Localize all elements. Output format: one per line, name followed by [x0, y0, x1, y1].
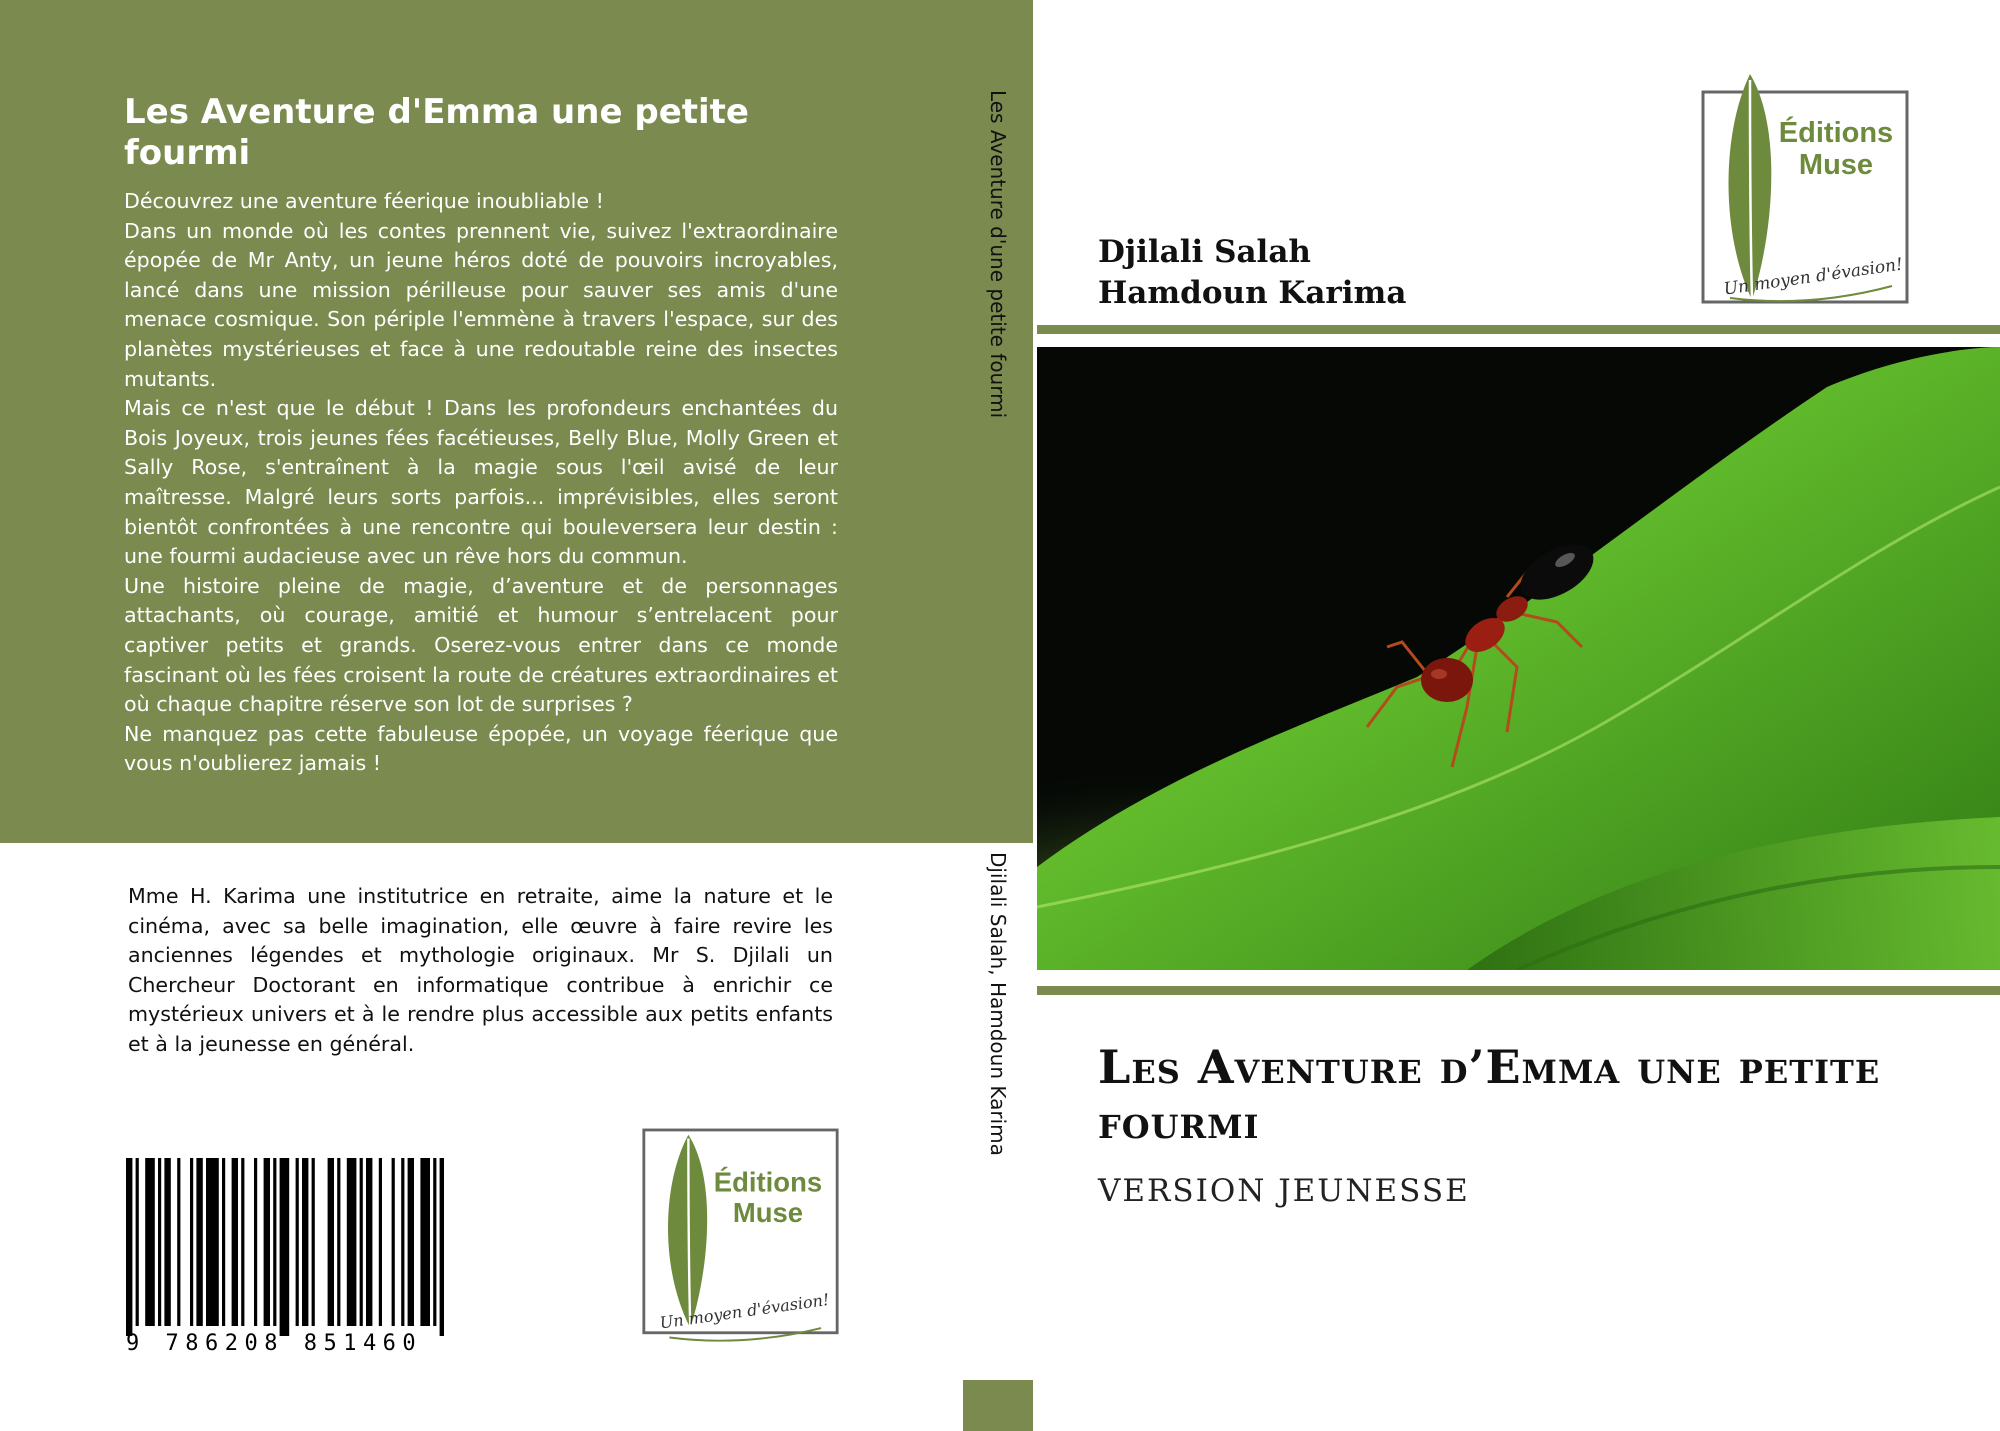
isbn-number: 9 786208 851460	[126, 1331, 423, 1353]
barcode-bar	[264, 1158, 270, 1326]
barcode-bar	[392, 1158, 395, 1326]
blurb-paragraph: Ne manquez pas cette fabuleuse épopée, un voyage féerique que vous n'oublierez jamais !	[124, 721, 838, 776]
barcode-bar	[347, 1158, 357, 1326]
logo-tagline: Un moyen d'évasion!	[658, 1289, 831, 1333]
barcode-bar	[158, 1158, 161, 1326]
cover-photo	[1037, 347, 2000, 970]
barcode-bar	[379, 1158, 382, 1326]
publisher-logo-back	[641, 1118, 840, 1358]
divider-top	[1037, 325, 2000, 334]
logo-text-editions: Éditions	[1778, 117, 1894, 149]
blurb-paragraph: Dans un monde où les contes prennent vie, suivez l'extraordinaire épopée de Mr Anty, un jeune héros doté de pouvoirs incroyables, lancé dans une mission périlleuse pour sauver ses amis d'une menace cosmique. Son périple l'emmène à travers l'espace, sur des planètes mystérieuses et face à une redoutable reine des insectes mutants.	[124, 218, 838, 391]
barcode-bar	[296, 1158, 299, 1326]
barcode-bar	[206, 1158, 219, 1326]
barcode-bars	[126, 1158, 444, 1336]
back-cover-title: Les Aventure d'Emma une petite fourmi	[124, 92, 749, 173]
barcode-bar	[440, 1158, 444, 1336]
barcode-bar	[136, 1158, 139, 1326]
barcode-bar	[302, 1158, 308, 1326]
barcode-bar	[401, 1158, 404, 1326]
spine-title: Les Aventure d'une petite fourmi	[986, 90, 1010, 419]
logo-text-muse: Muse	[732, 1196, 804, 1228]
barcode-bar	[420, 1158, 430, 1326]
barcode-bar	[177, 1158, 180, 1326]
spine-bottom-band	[963, 1380, 1033, 1431]
author-name: Djilali Salah	[1098, 234, 1311, 270]
barcode-bar	[145, 1158, 155, 1326]
barcode-bar	[366, 1158, 372, 1326]
barcode-bar	[164, 1158, 170, 1326]
ant-on-leaf-image	[1037, 347, 2000, 970]
divider-bottom	[1037, 986, 2000, 995]
front-cover-subtitle: VERSION JEUNESSE	[1098, 1173, 1470, 1209]
barcode-bar	[126, 1158, 132, 1336]
spine-authors: Djilali Salah, Hamdoun Karima	[986, 852, 1010, 1156]
back-cover-blurb	[124, 187, 838, 779]
logo-tagline: Un moyen d'évasion!	[1722, 254, 1905, 300]
front-authors	[1098, 232, 1406, 314]
barcode-bar	[254, 1158, 257, 1326]
barcode-bar	[241, 1158, 244, 1326]
barcode-bar	[232, 1158, 238, 1326]
front-cover-title: Les Aventure d’Emma une petite fourmi	[1098, 1040, 1881, 1149]
blurb-paragraph: Découvrez une aventure féerique inoubliable !	[124, 189, 604, 213]
logo-text-editions: Éditions	[713, 1166, 823, 1198]
barcode-bar	[312, 1158, 315, 1326]
barcode-bar	[360, 1158, 363, 1326]
author-bio: Mme H. Karima une institutrice en retraite, aime la nature et le cinéma, avec sa belle imagination, elle œuvre à faire revire les anciennes légendes et mythologie originaux. Mr S. Djilali un Chercheur Doctorant en informatique contribue à enrichir ce mystérieux univers et à le rendre plus accessible aux petits enfants et à la jeunesse en général.	[128, 884, 833, 1056]
barcode-bar	[337, 1158, 340, 1326]
blurb-paragraph: Mais ce n'est que le début ! Dans les profondeurs enchantées du Bois Joyeux, trois jeunes fées facétieuses, Belly Blue, Molly Green et Sally Rose, s'entraînent à la magie sous l'œil avisé de leur maîtresse. Malgré leurs sorts parfois... imprévisibles, elles seront bientôt confrontées à une rencontre qui bouleversera leur destin : une fourmi audacieuse avec un rêve hors du commun.	[124, 396, 838, 569]
barcode-bar	[328, 1158, 334, 1326]
barcode-bar	[280, 1158, 290, 1336]
book-spine	[963, 0, 1033, 1431]
barcode-bar	[196, 1158, 202, 1326]
barcode-bar	[222, 1158, 225, 1326]
logo-text-muse: Muse	[1798, 149, 1874, 181]
blurb-paragraph: Une histoire pleine de magie, d’aventure et de personnages attachants, où courage, amitié et humour s’entrelacent pour captiver petits et grands. Oserez-vous entrer dans ce monde fascinant où les fées croisent la route de créatures extraordinaires et où chaque chapitre réserve son lot de surprises ?	[124, 573, 838, 717]
barcode-bar	[408, 1158, 414, 1326]
barcode-bar	[190, 1158, 193, 1326]
isbn-barcode	[126, 1158, 446, 1353]
publisher-logo-front	[1700, 72, 1910, 306]
author-name: Hamdoun Karima	[1098, 275, 1407, 311]
barcode-bar	[273, 1158, 276, 1326]
barcode-bar	[433, 1158, 436, 1326]
